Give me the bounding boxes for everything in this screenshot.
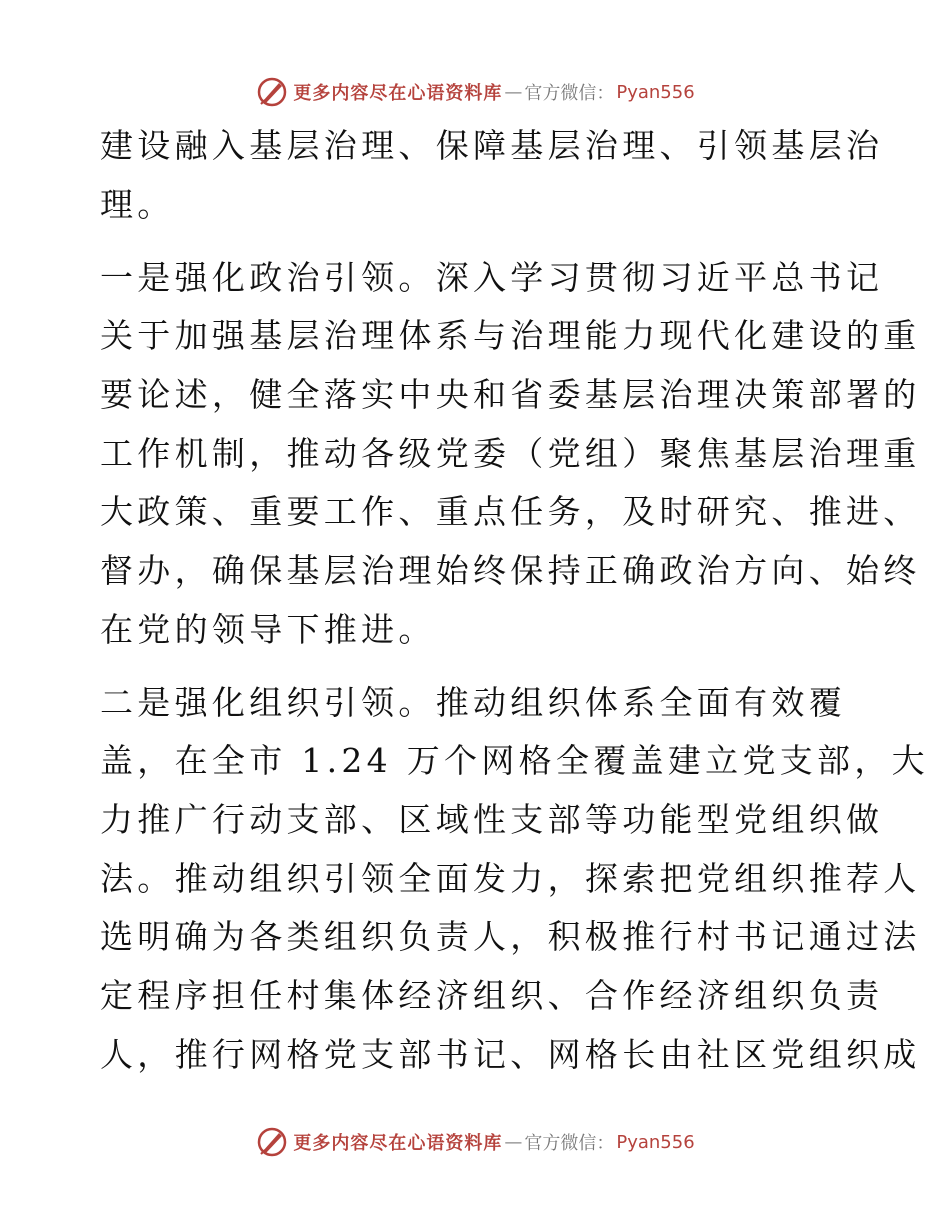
- text-line: 选明确为各类组织负责人，积极推行村书记通过法: [100, 917, 921, 956]
- text-line: 一是强化政治引领。深入学习贯彻习近平总书记: [100, 258, 884, 297]
- watermark-dash: —: [504, 81, 523, 103]
- text-line: 督办，确保基层治理始终保持正确政治方向、始终: [100, 551, 921, 590]
- watermark-text: 更多内容尽在心语资料库: [293, 1133, 503, 1154]
- text-line: 关于加强基层治理体系与治理能力现代化建设的重: [100, 316, 921, 355]
- text-line: 建设融入基层治理、保障基层治理、引领基层治: [100, 126, 884, 165]
- text-line: 工作机制，推动各级党委（党组）聚焦基层治理重: [100, 434, 921, 473]
- text-line: 在党的领导下推进。: [100, 610, 436, 649]
- text-line: 理。: [100, 185, 175, 224]
- text-line: 大政策、重要工作、重点任务，及时研究、推进、: [100, 492, 921, 531]
- text-line: 盖，在全市 1.24 万个网格全覆盖建立党支部，大: [100, 741, 929, 780]
- text-line: 人，推行网格党支部书记、网格长由社区党组织成: [100, 1035, 921, 1074]
- watermark-text: 更多内容尽在心语资料库: [293, 83, 503, 104]
- watermark-wechat-id: Pyan556: [616, 81, 695, 103]
- text-line: 二是强化组织引领。推动组织体系全面有效覆: [100, 683, 846, 722]
- quill-pen-icon: [255, 1125, 289, 1159]
- watermark-dash: —: [504, 1131, 523, 1153]
- quill-pen-icon: [255, 75, 289, 109]
- text-line: 法。推动组织引领全面发力，探索把党组织推荐人: [100, 859, 921, 898]
- text-line: 力推广行动支部、区域性支部等功能型党组织做: [100, 800, 884, 839]
- watermark-official-label: 官方微信：: [524, 1133, 615, 1154]
- text-line: 要论述，健全落实中央和省委基层治理决策部署的: [100, 375, 921, 414]
- watermark-official-label: 官方微信：: [524, 83, 615, 104]
- watermark-footer: [0, 1122, 950, 1162]
- watermark-wechat-id: Pyan556: [616, 1131, 695, 1153]
- watermark-header: [0, 72, 950, 112]
- text-line: 定程序担任村集体经济组织、合作经济组织负责: [100, 976, 884, 1015]
